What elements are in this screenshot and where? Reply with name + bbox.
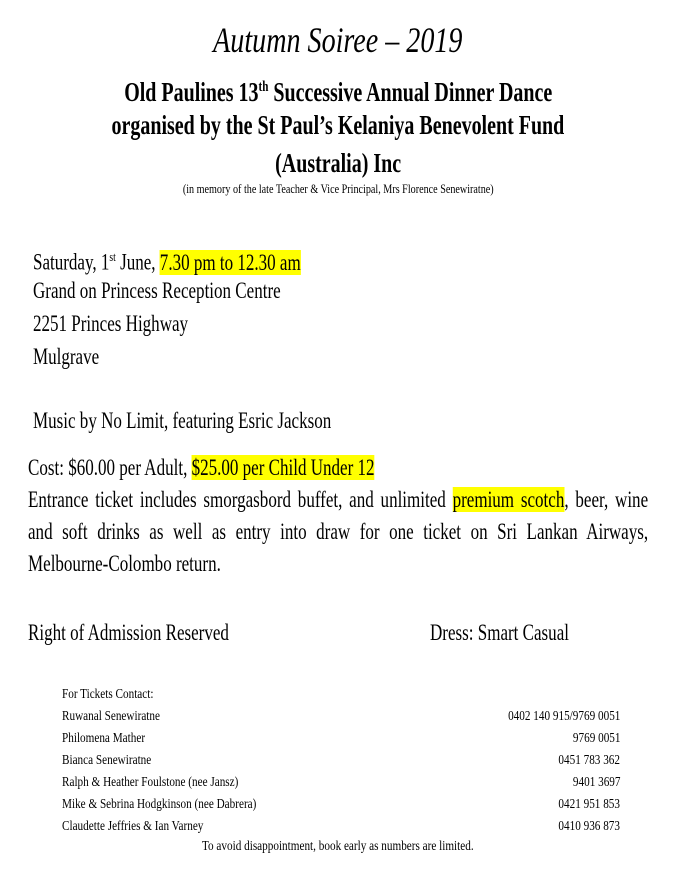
- memory-note-text: (in memory of the late Teacher & Vice Principal, Mrs Florence Senewiratne): [182, 181, 494, 196]
- event-time-highlight: 7.30 pm to 12.30 am: [159, 249, 301, 275]
- admission-line: [28, 618, 300, 648]
- event-title-text: Autumn Soiree – 2019: [213, 20, 463, 60]
- contact-row: [62, 794, 620, 816]
- event-date-time: [33, 242, 395, 278]
- event-title: [0, 18, 676, 62]
- event-venue: [33, 276, 368, 306]
- contacts-section: [62, 684, 620, 838]
- subtitle-line-1-sup: th: [258, 79, 269, 95]
- subtitle-line-2: [0, 106, 676, 144]
- includes-post: , beer, wine and soft drinks as well as entry into draw for one ticket on Sri Lankan Airways, Melbourne-Colombo return.: [28, 487, 648, 576]
- contact-phone: 0410 936 873: [558, 819, 620, 834]
- footer-note: [0, 837, 676, 857]
- event-date-post: June,: [115, 249, 160, 275]
- contact-phone: 0451 783 362: [558, 753, 620, 768]
- event-date-time-wrap: [33, 242, 301, 278]
- dress-line: [430, 618, 618, 648]
- contact-phone: 0421 951 853: [558, 797, 620, 812]
- contact-phone: 0402 140 915/9769 0051: [507, 709, 620, 724]
- contact-name: Mike & Sebrina Hodgkinson (nee Dabrera): [62, 797, 257, 812]
- subtitle-line-1-wrap: [124, 68, 552, 111]
- admission-text: Right of Admission Reserved: [28, 620, 229, 645]
- contact-name: Claudette Jeffries & Ian Varney: [62, 819, 204, 834]
- event-suburb: [33, 342, 122, 372]
- footer-text: To avoid disappointment, book early as numbers are limited.: [202, 839, 474, 854]
- event-suburb-text: Mulgrave: [33, 344, 100, 369]
- includes-wrap: [28, 484, 648, 580]
- contact-name: Ralph & Heather Foulstone (nee Jansz): [62, 775, 239, 790]
- cost-child-highlight: $25.00 per Child Under 12: [191, 455, 375, 480]
- contact-row: [62, 816, 620, 838]
- subtitle-line-2-text: organised by the St Paul’s Kelaniya Benevolent Fund: [111, 110, 565, 140]
- event-date-sup: st: [109, 249, 116, 264]
- cost-line: [28, 453, 496, 483]
- dress-text: Dress: Smart Casual: [430, 620, 569, 645]
- subtitle-line-3: [0, 144, 676, 182]
- event-date-pre: Saturday, 1: [33, 249, 110, 275]
- contacts-heading-text: For Tickets Contact:: [62, 687, 154, 702]
- includes-highlight: premium scotch: [452, 487, 565, 512]
- cost-wrap: [28, 453, 375, 483]
- contact-phone: 9769 0051: [572, 731, 620, 746]
- contact-list: [62, 706, 620, 838]
- contact-name: Bianca Senewiratne: [62, 753, 152, 768]
- event-venue-text: Grand on Princess Reception Centre: [33, 278, 281, 303]
- contacts-heading: [62, 684, 620, 706]
- cost-adult: Cost: $60.00 per Adult,: [28, 455, 192, 480]
- event-address-text: 2251 Princes Highway: [33, 311, 189, 336]
- subtitle-line-3-text: (Australia) Inc: [275, 148, 401, 178]
- subtitle-line-1-pre: Old Paulines 13: [123, 77, 259, 107]
- memory-note: [0, 180, 676, 198]
- contact-phone: 9401 3697: [572, 775, 620, 790]
- subtitle-line-1-post: Successive Annual Dinner Dance: [268, 77, 553, 107]
- contact-name: Philomena Mather: [62, 731, 146, 746]
- subtitle-line-1: [0, 68, 676, 111]
- includes-pre: Entrance ticket includes smorgasbord buffet, and unlimited: [28, 487, 453, 512]
- music-text: Music by No Limit, featuring Esric Jackson: [33, 408, 332, 433]
- event-address: [33, 309, 243, 339]
- music-line: [33, 406, 436, 436]
- contact-row: [62, 706, 620, 728]
- contact-name: Ruwanal Senewiratne: [62, 709, 160, 724]
- contact-row: [62, 750, 620, 772]
- contact-row: [62, 772, 620, 794]
- contact-row: [62, 728, 620, 750]
- includes-paragraph: [28, 484, 648, 584]
